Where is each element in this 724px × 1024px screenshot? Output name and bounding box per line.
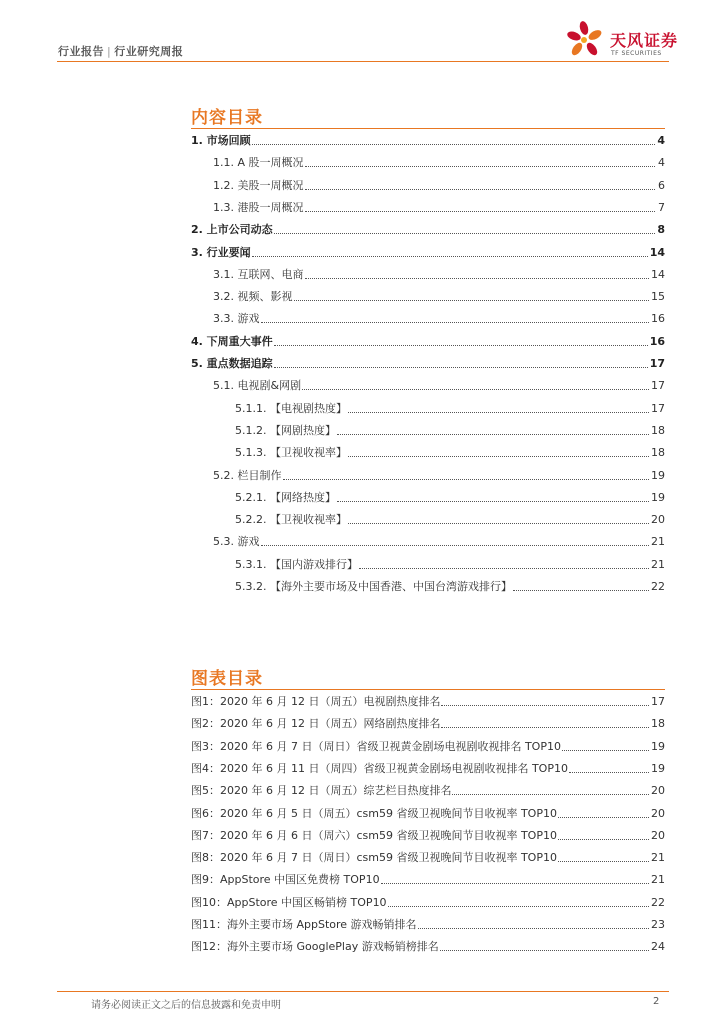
figure-entry-page: 19 [651, 739, 665, 753]
figure-entry-page: 19 [651, 761, 665, 775]
figure-entry[interactable] [191, 912, 665, 932]
toc-entry-page: 4 [657, 134, 665, 147]
figure-dot-leader [418, 927, 649, 929]
logo-chinese-name: 天风证券 [610, 31, 679, 50]
toc-entry[interactable] [191, 262, 665, 282]
figure-dot-leader [441, 726, 649, 728]
toc-entry-number: 3. [191, 245, 207, 259]
figure-entry[interactable] [191, 801, 665, 821]
figure-entry[interactable] [191, 823, 665, 843]
toc-entry-label: 上市公司动态 [206, 223, 273, 237]
toc-entry-number: 1.3. [213, 200, 238, 214]
toc-entry-page: 18 [651, 423, 665, 437]
toc-entry-label: 【海外主要市场及中国香港、中国台湾游戏排行】 [269, 580, 512, 593]
toc-dot-leader [274, 232, 655, 234]
figure-dot-leader [558, 816, 649, 818]
figure-dot-leader [569, 771, 649, 773]
toc-entry[interactable] [191, 507, 665, 527]
toc-entry-label: 港股一周概况 [237, 200, 304, 214]
toc-entry-label: 游戏 [237, 535, 260, 549]
toc-entry[interactable] [191, 485, 665, 505]
figure-entry[interactable] [191, 711, 665, 731]
toc-dot-leader [283, 478, 650, 480]
toc-entry-number: 5.3.1. [235, 557, 270, 571]
figure-entry[interactable] [191, 689, 665, 709]
toc-dot-leader [305, 188, 656, 190]
toc-entry-page: 17 [649, 357, 665, 370]
toc-entry-page: 14 [651, 267, 665, 281]
header-divider [57, 61, 669, 62]
toc-entry-label: 栏目制作 [237, 468, 282, 482]
toc-entry-page: 8 [657, 223, 665, 237]
toc-dot-leader [337, 500, 649, 502]
toc-entry-page: 19 [651, 490, 665, 504]
toc-entry-label: 重点数据追踪 [206, 357, 273, 370]
toc-dot-leader [274, 344, 648, 346]
figure-entry-label: 图5：2020 年 6 月 12 日（周五）综艺栏目热度排名 [191, 784, 452, 798]
toc-dot-leader [305, 210, 656, 212]
page-number: 2 [653, 996, 660, 1007]
figure-entry[interactable] [191, 934, 665, 954]
figure-entry[interactable] [191, 890, 665, 910]
toc-entry-number: 5.1.3. [235, 446, 270, 460]
figure-dot-leader [440, 949, 649, 951]
toc-entry[interactable] [191, 418, 665, 438]
toc-entry-number: 4. [191, 334, 207, 348]
toc-entry[interactable] [191, 463, 665, 483]
toc-entry-page: 4 [658, 156, 665, 170]
toc-entry-number: 5.1. [213, 379, 238, 393]
toc-entry-page: 17 [651, 401, 665, 415]
toc-dot-leader [359, 567, 649, 569]
toc-entry-number: 5.1.2. [235, 423, 270, 437]
toc-entry-page: 18 [651, 446, 665, 460]
figure-dot-leader [558, 838, 649, 840]
logo-english-name: TF SECURITIES [611, 50, 662, 57]
figure-entry-label: 图3：2020 年 6 月 7 日（周日）省级卫视黄金剧场电视剧收视排名 TOP10 [191, 739, 561, 753]
toc-entry-page: 6 [658, 178, 665, 192]
toc-dot-leader [305, 277, 650, 279]
figure-entry-page: 18 [651, 717, 665, 731]
figure-dot-leader [381, 882, 649, 884]
toc-entry[interactable] [191, 284, 665, 304]
toc-entry-number: 3.3. [213, 312, 238, 326]
toc-entry-page: 16 [651, 312, 665, 326]
toc-entry-label: A 股一周概况 [237, 156, 304, 170]
toc-dot-leader [348, 522, 649, 524]
toc-dot-leader [337, 433, 649, 435]
toc-entry[interactable] [191, 373, 665, 393]
figure-entry-label: 图7：2020 年 6 月 6 日（周六）csm59 省级卫视晚间节目收视率 TOP10 [191, 828, 557, 842]
toc-entry-page: 17 [651, 379, 665, 393]
toc-entry-label: 【网络热度】 [269, 490, 336, 504]
toc-entry-number: 5.1.1. [235, 401, 270, 415]
figure-entry-label: 图11：海外主要市场 AppStore 游戏畅销排名 [191, 918, 417, 931]
figure-entry-page: 21 [651, 873, 665, 887]
toc-dot-leader [252, 255, 648, 257]
figure-entry-label: 图4：2020 年 6 月 11 日（周四）省级卫视黄金剧场电视剧收视排名 TOP10 [191, 761, 568, 775]
toc-entry-label: 【国内游戏排行】 [269, 557, 358, 571]
figure-dot-leader [562, 749, 649, 751]
toc-entry-label: 游戏 [237, 312, 260, 326]
toc-dot-leader [305, 165, 655, 167]
toc-dot-leader [261, 544, 650, 546]
figure-entry-label: 图8：2020 年 6 月 7 日（周日）csm59 省级卫视晚间节目收视率 TOP10 [191, 851, 557, 865]
toc-entry-label: 【网剧热度】 [269, 423, 336, 437]
toc-dot-leader [302, 388, 649, 390]
toc-dot-leader [261, 321, 650, 323]
figure-entry[interactable] [191, 867, 665, 887]
toc-entry-number: 2. [191, 223, 207, 237]
toc-entry-page: 19 [651, 468, 665, 482]
figure-entry[interactable] [191, 778, 665, 798]
toc-entry[interactable] [191, 128, 665, 148]
figure-dot-leader [452, 793, 649, 795]
figure-entry-label: 图6：2020 年 6 月 5 日（周五）csm59 省级卫视晚间节目收视率 TOP10 [191, 806, 557, 820]
toc-entry[interactable] [191, 150, 665, 170]
figure-entry-page: 21 [651, 851, 665, 865]
toc-entry-number: 1. [191, 134, 207, 147]
toc-entry[interactable] [191, 440, 665, 460]
toc-entry-number: 5.2. [213, 468, 238, 482]
toc-entry[interactable] [191, 173, 665, 193]
toc-entry-page: 15 [651, 290, 665, 304]
toc-entry-number: 3.1. [213, 267, 238, 281]
toc-entry-label: 行业要闻 [206, 245, 251, 259]
toc-entry[interactable] [191, 396, 665, 416]
toc-entry-number: 1.2. [213, 178, 238, 192]
toc-entry[interactable] [191, 529, 665, 549]
toc-title: 内容目录 [191, 108, 263, 128]
toc-entry-number: 5.3.2. [235, 580, 270, 593]
footer-divider [57, 991, 669, 992]
toc-entry[interactable] [191, 552, 665, 572]
figure-entry[interactable] [191, 734, 665, 754]
toc-entry-page: 21 [651, 557, 665, 571]
footer-disclaimer: 请务必阅读正文之后的信息披露和免责申明 [91, 1000, 281, 1011]
figure-dot-leader [558, 860, 649, 862]
figure-entry-label: 图1：2020 年 6 月 12 日（周五）电视剧热度排名 [191, 695, 441, 708]
figure-entry-label: 图10：AppStore 中国区畅销榜 TOP10 [191, 895, 387, 909]
flower-logo-icon [564, 18, 608, 62]
figure-entry-page: 20 [651, 828, 665, 842]
toc-entry-label: 【卫视收视率】 [269, 513, 347, 527]
category-label: 行业报告 [58, 45, 104, 58]
toc-entry-label: 【卫视收视率】 [269, 446, 347, 460]
figures-title: 图表目录 [191, 669, 263, 689]
toc-dot-leader [513, 589, 649, 591]
toc-entry[interactable] [191, 306, 665, 326]
figure-entry[interactable] [191, 845, 665, 865]
toc-entry[interactable] [191, 329, 665, 349]
toc-entry-number: 3.2. [213, 290, 238, 304]
toc-entry-number: 1.1. [213, 156, 238, 170]
figure-dot-leader [388, 905, 649, 907]
figure-entry-page: 20 [651, 806, 665, 820]
toc-entry-label: 电视剧&网剧 [237, 379, 302, 393]
figure-dot-leader [441, 704, 649, 706]
toc-entry[interactable] [191, 574, 665, 594]
figure-entry-page: 20 [651, 784, 665, 798]
figure-entry[interactable] [191, 756, 665, 776]
toc-entry-label: 市场回顾 [206, 134, 251, 147]
tf-securities-logo [564, 18, 684, 62]
toc-entry-number: 5.2.1. [235, 490, 270, 504]
toc-entry-page: 16 [649, 334, 665, 348]
toc-entry-number: 5.2.2. [235, 513, 270, 527]
header-separator: | [107, 45, 112, 58]
toc-entry-label: 下周重大事件 [206, 334, 273, 348]
toc-dot-leader [294, 299, 650, 301]
toc-entry-label: 视频、影视 [237, 290, 293, 304]
toc-entry-label: 美股一周概况 [237, 178, 304, 192]
toc-entry-page: 7 [658, 200, 665, 214]
toc-entry-page: 21 [651, 535, 665, 549]
report-category [58, 43, 183, 59]
figure-entry-page: 17 [651, 695, 665, 708]
toc-entry-label: 【电视剧热度】 [269, 401, 347, 415]
toc-entry[interactable] [191, 217, 665, 237]
toc-entry-number: 5. [191, 357, 207, 370]
toc-entry-label: 互联网、电商 [237, 267, 304, 281]
toc-dot-leader [274, 366, 648, 368]
figure-entry-page: 23 [651, 918, 665, 931]
toc-dot-leader [348, 411, 649, 413]
toc-entry[interactable] [191, 195, 665, 215]
figure-entry-page: 24 [651, 940, 665, 954]
subcategory-label: 行业研究周报 [114, 45, 184, 58]
toc-entry-page: 22 [651, 580, 665, 593]
figure-entry-label: 图9：AppStore 中国区免费榜 TOP10 [191, 873, 380, 887]
figure-entry-label: 图12：海外主要市场 GooglePlay 游戏畅销榜排名 [191, 940, 439, 954]
figure-entry-label: 图2：2020 年 6 月 12 日（周五）网络剧热度排名 [191, 717, 441, 731]
toc-entry[interactable] [191, 351, 665, 371]
toc-dot-leader [348, 455, 649, 457]
toc-entry-page: 14 [649, 245, 665, 259]
toc-entry-page: 20 [651, 513, 665, 527]
toc-entry[interactable] [191, 240, 665, 260]
toc-entry-number: 5.3. [213, 535, 238, 549]
figure-entry-page: 22 [651, 895, 665, 909]
toc-dot-leader [252, 143, 655, 145]
